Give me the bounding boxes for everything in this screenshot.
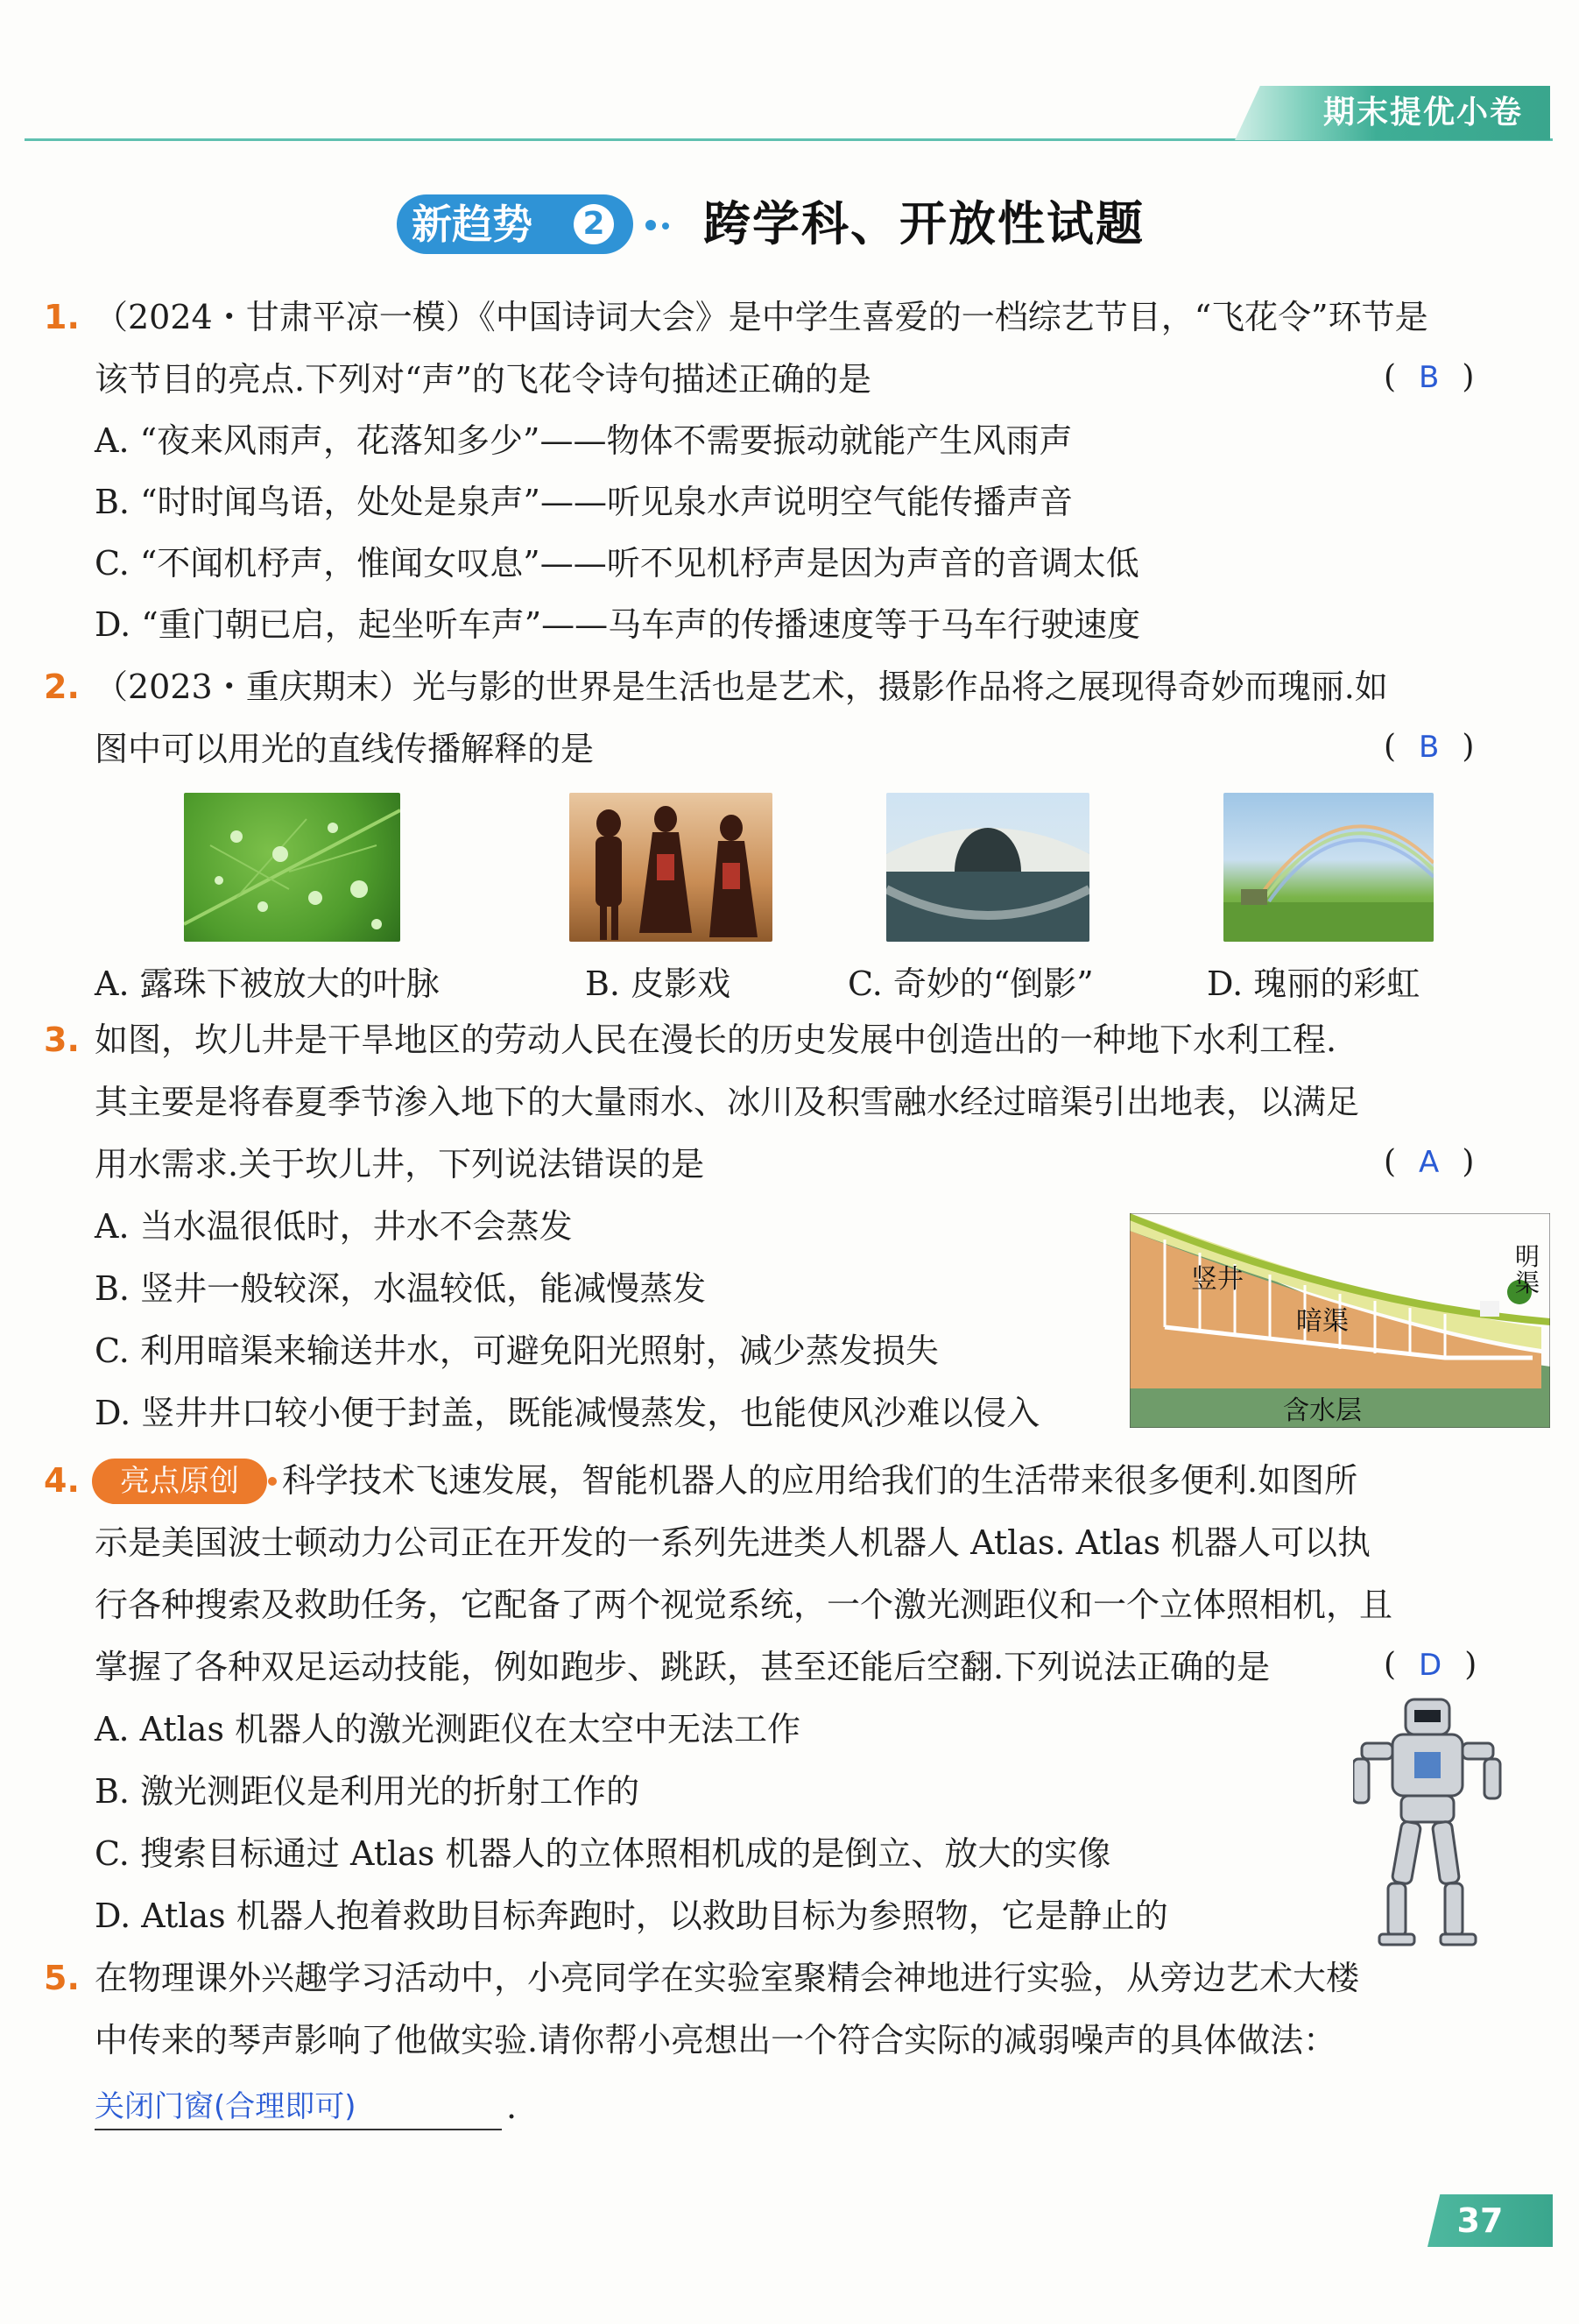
answer-bracket: ( B ) bbox=[1384, 729, 1475, 765]
image-caption-b: B. 皮影戏 bbox=[585, 964, 731, 1003]
option-b: B. 激光测距仪是利用光的折射工作的 bbox=[95, 1772, 640, 1811]
image-caption-c: C. 奇妙的“倒影” bbox=[848, 964, 1094, 1003]
answer-value: D bbox=[1419, 1648, 1442, 1683]
section-badge-number: 2 bbox=[574, 204, 614, 244]
diagram-label-open-channel: 渠 bbox=[1515, 1268, 1540, 1297]
section-title: 跨学科、开放性试题 bbox=[703, 196, 1145, 251]
leaf-dewdrops-image bbox=[184, 793, 400, 942]
atlas-robot-drawing bbox=[1353, 1691, 1502, 1949]
diagram-label-hidden-channel: 暗渠 bbox=[1296, 1306, 1349, 1337]
option-a: A. 当水温很低时，井水不会蒸发 bbox=[95, 1207, 573, 1246]
page-number: 37 bbox=[1456, 2201, 1504, 2240]
answer-bracket: ( A ) bbox=[1384, 1144, 1475, 1180]
answer-bracket: ( B ) bbox=[1384, 359, 1475, 395]
answer-value: B bbox=[1419, 730, 1440, 765]
question-text: 掌握了各种双足运动技能，例如跑步、跳跃，甚至还能后空翻.下列说法正确的是 bbox=[95, 1648, 1271, 1686]
section-dot bbox=[662, 223, 669, 230]
leaf-dewdrops-drawing bbox=[184, 793, 400, 942]
karez-diagram bbox=[1130, 1213, 1550, 1428]
header-tab-label: 期末提优小卷 bbox=[1322, 95, 1523, 131]
answer-value: B bbox=[1419, 360, 1440, 395]
diagram-label-open-channel: 明 bbox=[1515, 1242, 1540, 1271]
question-text: 行各种搜索及救助任务，它配备了两个视觉系统，一个激光测距仪和一个立体照相机，且 bbox=[95, 1586, 1393, 1624]
question-number: 5. bbox=[44, 1959, 80, 1997]
answer-fill-in: 关闭门窗(合理即可) bbox=[95, 2085, 502, 2130]
question-number: 2. bbox=[44, 668, 80, 706]
question-text: 其主要是将春夏季节渗入地下的大量雨水、冰川及积雪融水经过暗渠引出地表，以满足 bbox=[95, 1083, 1360, 1121]
bridge-reflection-image bbox=[886, 793, 1089, 942]
atlas-robot-image bbox=[1353, 1691, 1502, 1949]
badge-dot bbox=[268, 1477, 277, 1486]
diagram-label-aquifer: 含水层 bbox=[1283, 1395, 1362, 1426]
answer-bracket: ( D ) bbox=[1384, 1647, 1477, 1683]
highlight-original-badge: 亮点原创 bbox=[92, 1459, 267, 1504]
shadow-puppet-drawing bbox=[569, 793, 772, 942]
option-d: D. 竖井井口较小便于封盖，既能减慢蒸发，也能使风沙难以侵入 bbox=[95, 1394, 1040, 1432]
image-caption-a: A. 露珠下被放大的叶脉 bbox=[95, 964, 440, 1003]
option-d: D. “重门朝已启，起坐听车声”——马车声的传播速度等于马车行驶速度 bbox=[95, 605, 1141, 644]
question-text: 在物理课外兴趣学习活动中，小亮同学在实验室聚精会神地进行实验，从旁边艺术大楼 bbox=[95, 1959, 1360, 1997]
diagram-label-shaft: 竖井 bbox=[1191, 1264, 1244, 1295]
question-number: 1. bbox=[44, 298, 80, 336]
option-c: C. “不闻机杼声，惟闻女叹息”——听不见机杼声是因为声音的音调太低 bbox=[95, 544, 1139, 583]
section-badge-text: 新趋势 bbox=[412, 201, 532, 248]
question-text: 如图，坎儿井是干旱地区的劳动人民在漫长的历史发展中创造出的一种地下水利工程. bbox=[95, 1021, 1337, 1059]
question-text: 中传来的琴声影响了他做实验.请你帮小亮想出一个符合实际的减弱噪声的具体做法： bbox=[95, 2021, 1337, 2059]
rainbow-drawing bbox=[1223, 793, 1434, 942]
option-b: B. “时时闻鸟语，处处是泉声”——听见泉水声说明空气能传播声音 bbox=[95, 483, 1073, 521]
question-text: 图中可以用光的直线传播解释的是 bbox=[95, 730, 595, 768]
question-text: （2024・甘肃平凉一模）《中国诗词大会》是中学生喜爱的一档综艺节目，“飞花令”环节是 bbox=[95, 298, 1428, 336]
rainbow-image bbox=[1223, 793, 1434, 942]
shadow-puppet-image bbox=[569, 793, 772, 942]
option-c: C. 利用暗渠来输送井水，可避免阳光照射，减少蒸发损失 bbox=[95, 1332, 939, 1370]
answer-value: A bbox=[1419, 1145, 1440, 1180]
answer-period: . bbox=[506, 2087, 518, 2126]
question-text: 科学技术飞速发展，智能机器人的应用给我们的生活带来很多便利.如图所 bbox=[282, 1461, 1358, 1500]
question-text: 用水需求.关于坎儿井，下列说法错误的是 bbox=[95, 1145, 705, 1183]
image-caption-d: D. 瑰丽的彩虹 bbox=[1207, 964, 1420, 1003]
option-c: C. 搜索目标通过 Atlas 机器人的立体照相机成的是倒立、放大的实像 bbox=[95, 1834, 1111, 1873]
question-number: 4. bbox=[44, 1461, 80, 1500]
question-text: （2023・重庆期末）光与影的世界是生活也是艺术，摄影作品将之展现得奇妙而瑰丽.如 bbox=[95, 668, 1388, 706]
option-d: D. Atlas 机器人抱着救助目标奔跑时，以救助目标为参照物，它是静止的 bbox=[95, 1897, 1168, 1935]
section-dot bbox=[645, 220, 656, 230]
bridge-reflection-drawing bbox=[886, 793, 1089, 942]
question-number: 3. bbox=[44, 1021, 80, 1059]
option-a: A. Atlas 机器人的激光测距仪在太空中无法工作 bbox=[95, 1710, 801, 1748]
option-b: B. 竖井一般较深，水温较低，能减慢蒸发 bbox=[95, 1269, 707, 1308]
question-text: 该节目的亮点.下列对“声”的飞花令诗句描述正确的是 bbox=[95, 360, 871, 399]
question-text: 示是美国波士顿动力公司正在开发的一系列先进类人机器人 Atlas. Atlas 机器人可以执 bbox=[95, 1523, 1371, 1562]
option-a: A. “夜来风雨声，花落知多少”——物体不需要振动就能产生风雨声 bbox=[95, 421, 1073, 460]
